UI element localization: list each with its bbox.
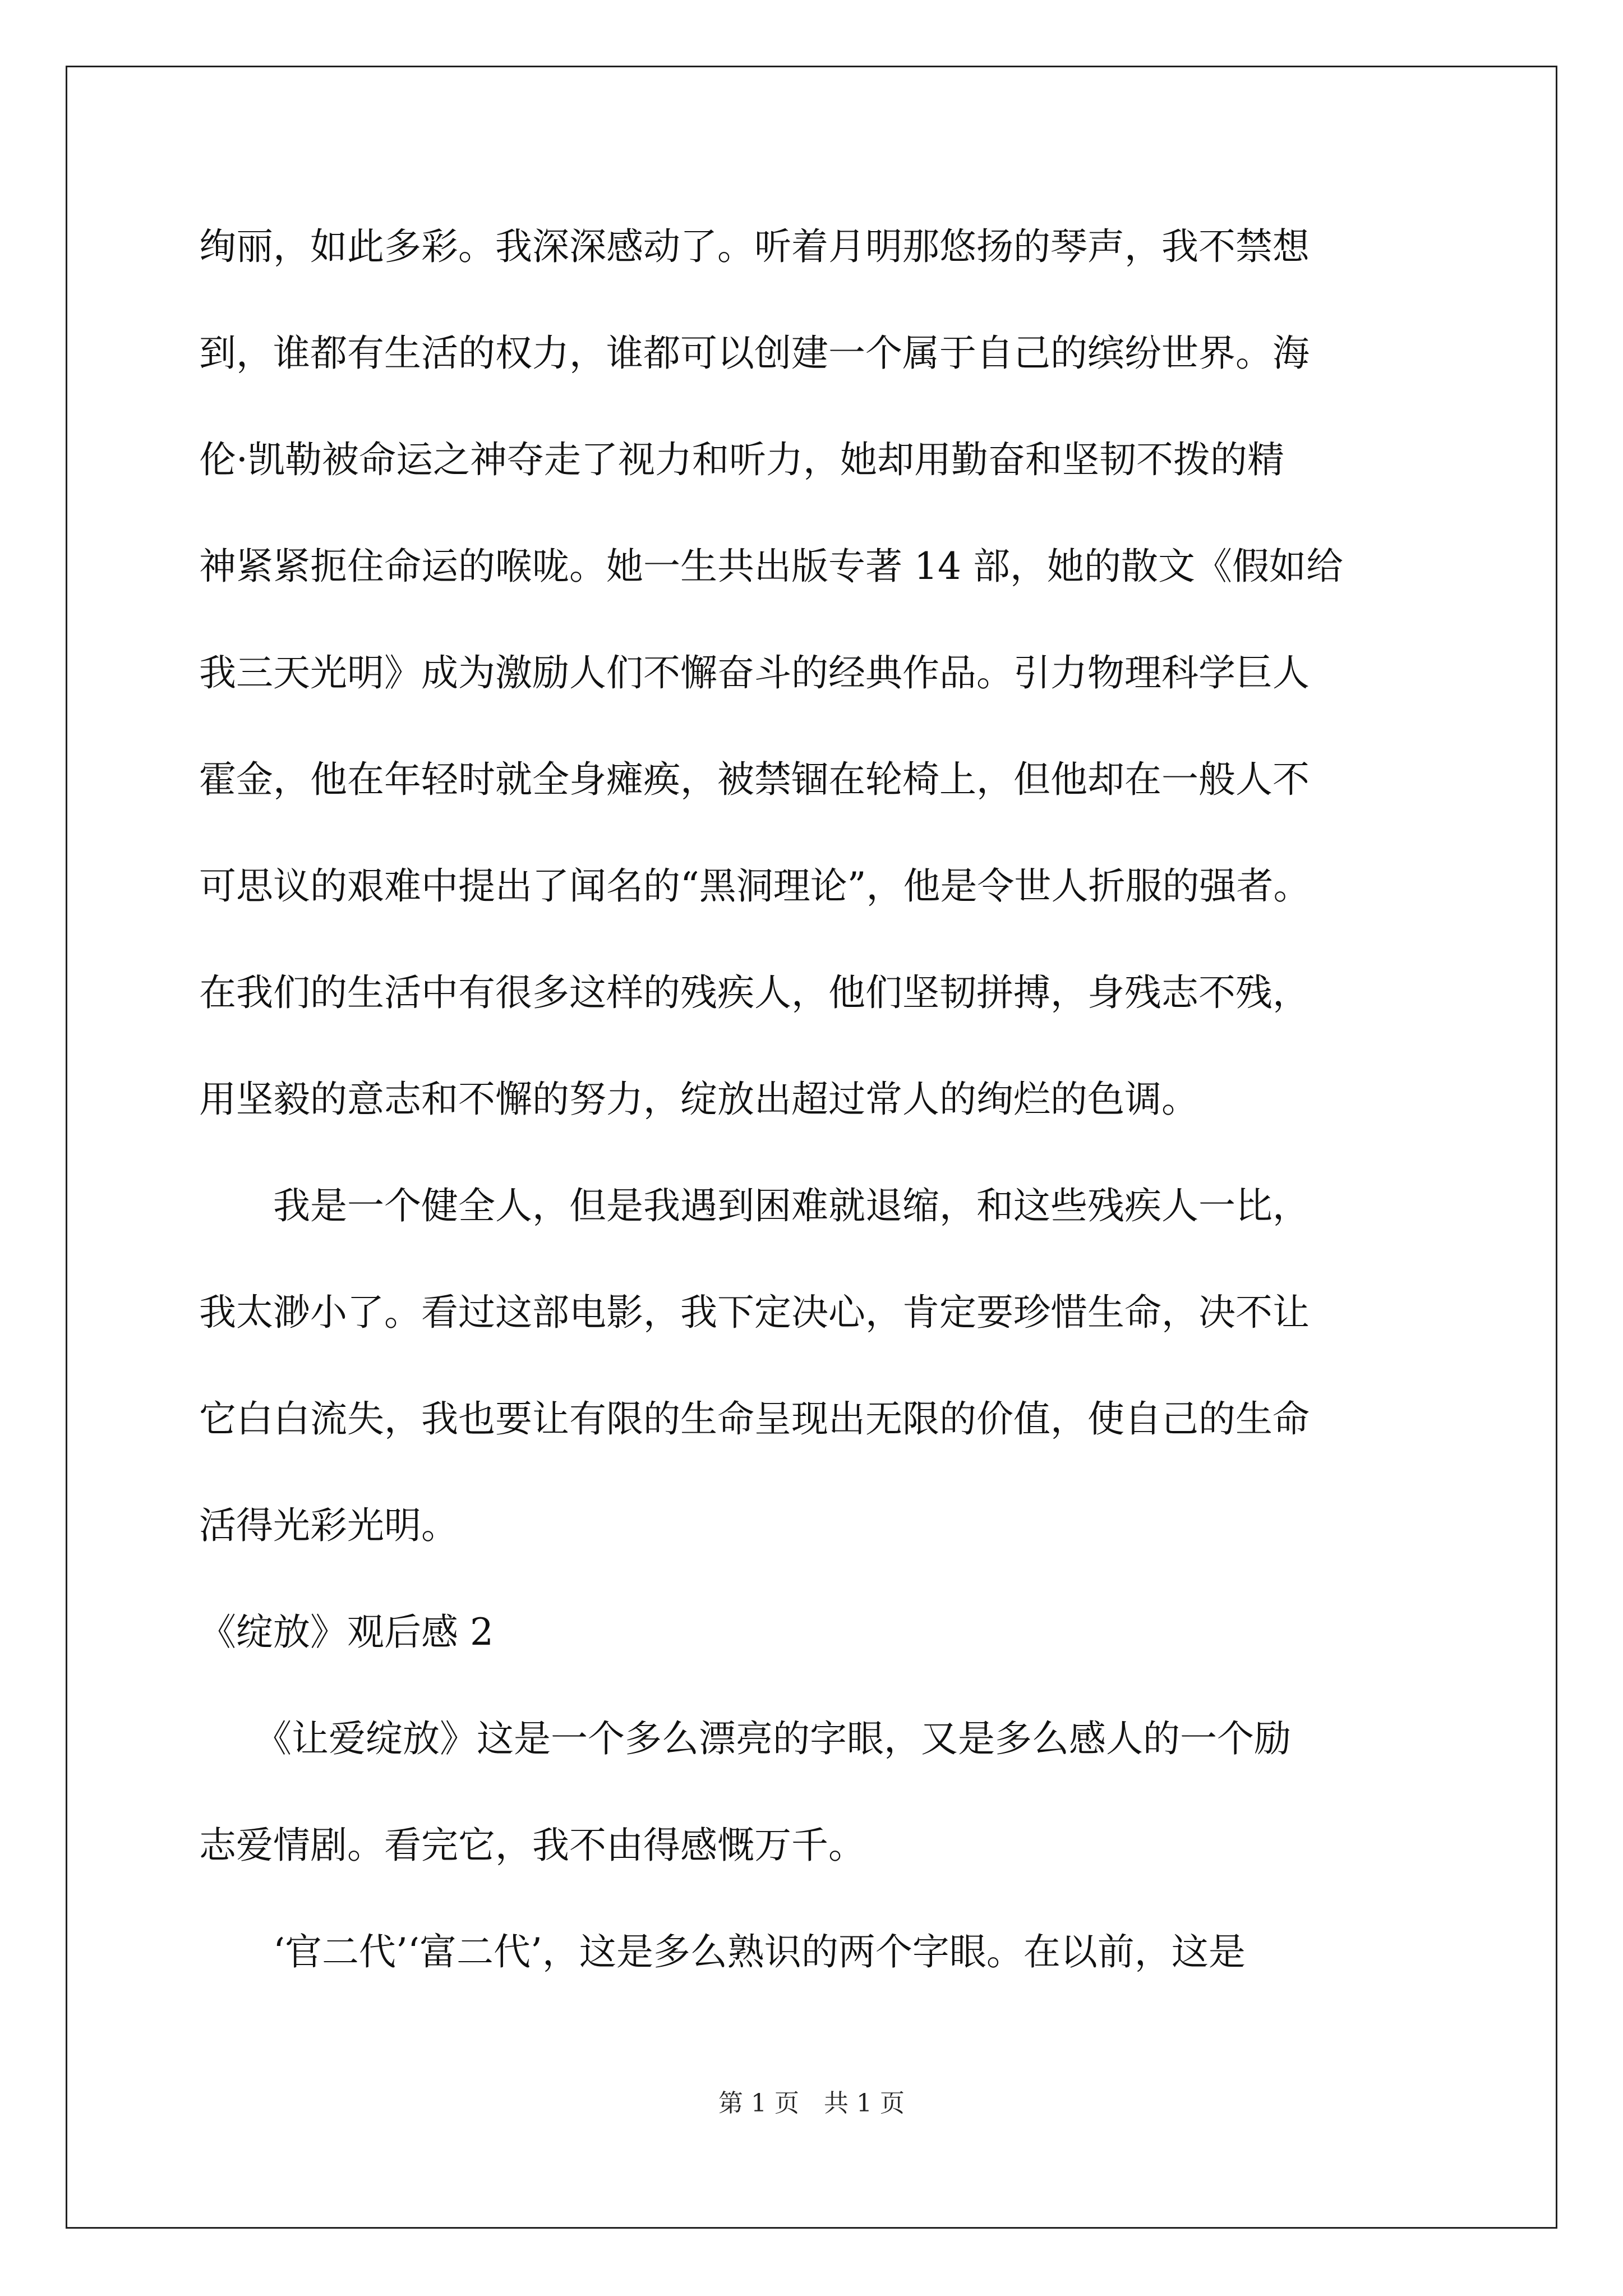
page-border <box>66 66 1557 2229</box>
text-line: 它白白流失，我也要让有限的生命呈现出无限的价值，使自己的生命 <box>199 1397 1310 1441</box>
text-line: 霍金，他在年轻时就全身瘫痪，被禁锢在轮椅上，但他却在一般人不 <box>199 758 1310 801</box>
text-line: 可思议的艰难中提出了闻名的“黑洞理论”，他是令世人折服的强者。 <box>199 864 1311 908</box>
text-line: 绚丽，如此多彩。我深深感动了。听着月明那悠扬的琴声，我不禁想 <box>199 225 1310 268</box>
section-heading: 《绽放》观后感 2 <box>199 1611 494 1654</box>
page-number-footer: 第 1 页 共 1 页 <box>718 2089 905 2118</box>
paragraph-start-line: 我是一个健全人，但是我遇到困难就退缩，和这些残疾人一比， <box>199 1184 1310 1227</box>
text-line: 到，谁都有生活的权力，谁都可以创建一个属于自己的缤纷世界。海 <box>199 332 1310 375</box>
text-line: 活得光彩光明。 <box>199 1504 458 1547</box>
text-line: 神紧紧扼住命运的喉咙。她一生共出版专著 14 部，她的散文《假如给 <box>199 545 1343 588</box>
text-line: 我三天光明》成为激励人们不懈奋斗的经典作品。引力物理科学巨人 <box>199 651 1310 694</box>
text-line: 在我们的生活中有很多这样的残疾人，他们坚韧拼搏，身残志不残， <box>199 971 1310 1014</box>
text-line: 我太渺小了。看过这部电影，我下定决心，肯定要珍惜生命，决不让 <box>199 1291 1310 1334</box>
paragraph-start-line: ‘官二代’‘富二代’，这是多么熟识的两个字眼。在以前，这是 <box>199 1930 1246 1973</box>
text-line: 伦·凯勒被命运之神夺走了视力和听力，她却用勤奋和坚韧不拨的精 <box>199 438 1284 481</box>
text-line: 用坚毅的意志和不懈的努力，绽放出超过常人的绚烂的色调。 <box>199 1078 1198 1121</box>
text-line: 志爱情剧。看完它，我不由得感慨万千。 <box>199 1824 865 1867</box>
paragraph-start-line: 《让爱绽放》这是一个多么漂亮的字眼，又是多么感人的一个励 <box>199 1717 1291 1760</box>
